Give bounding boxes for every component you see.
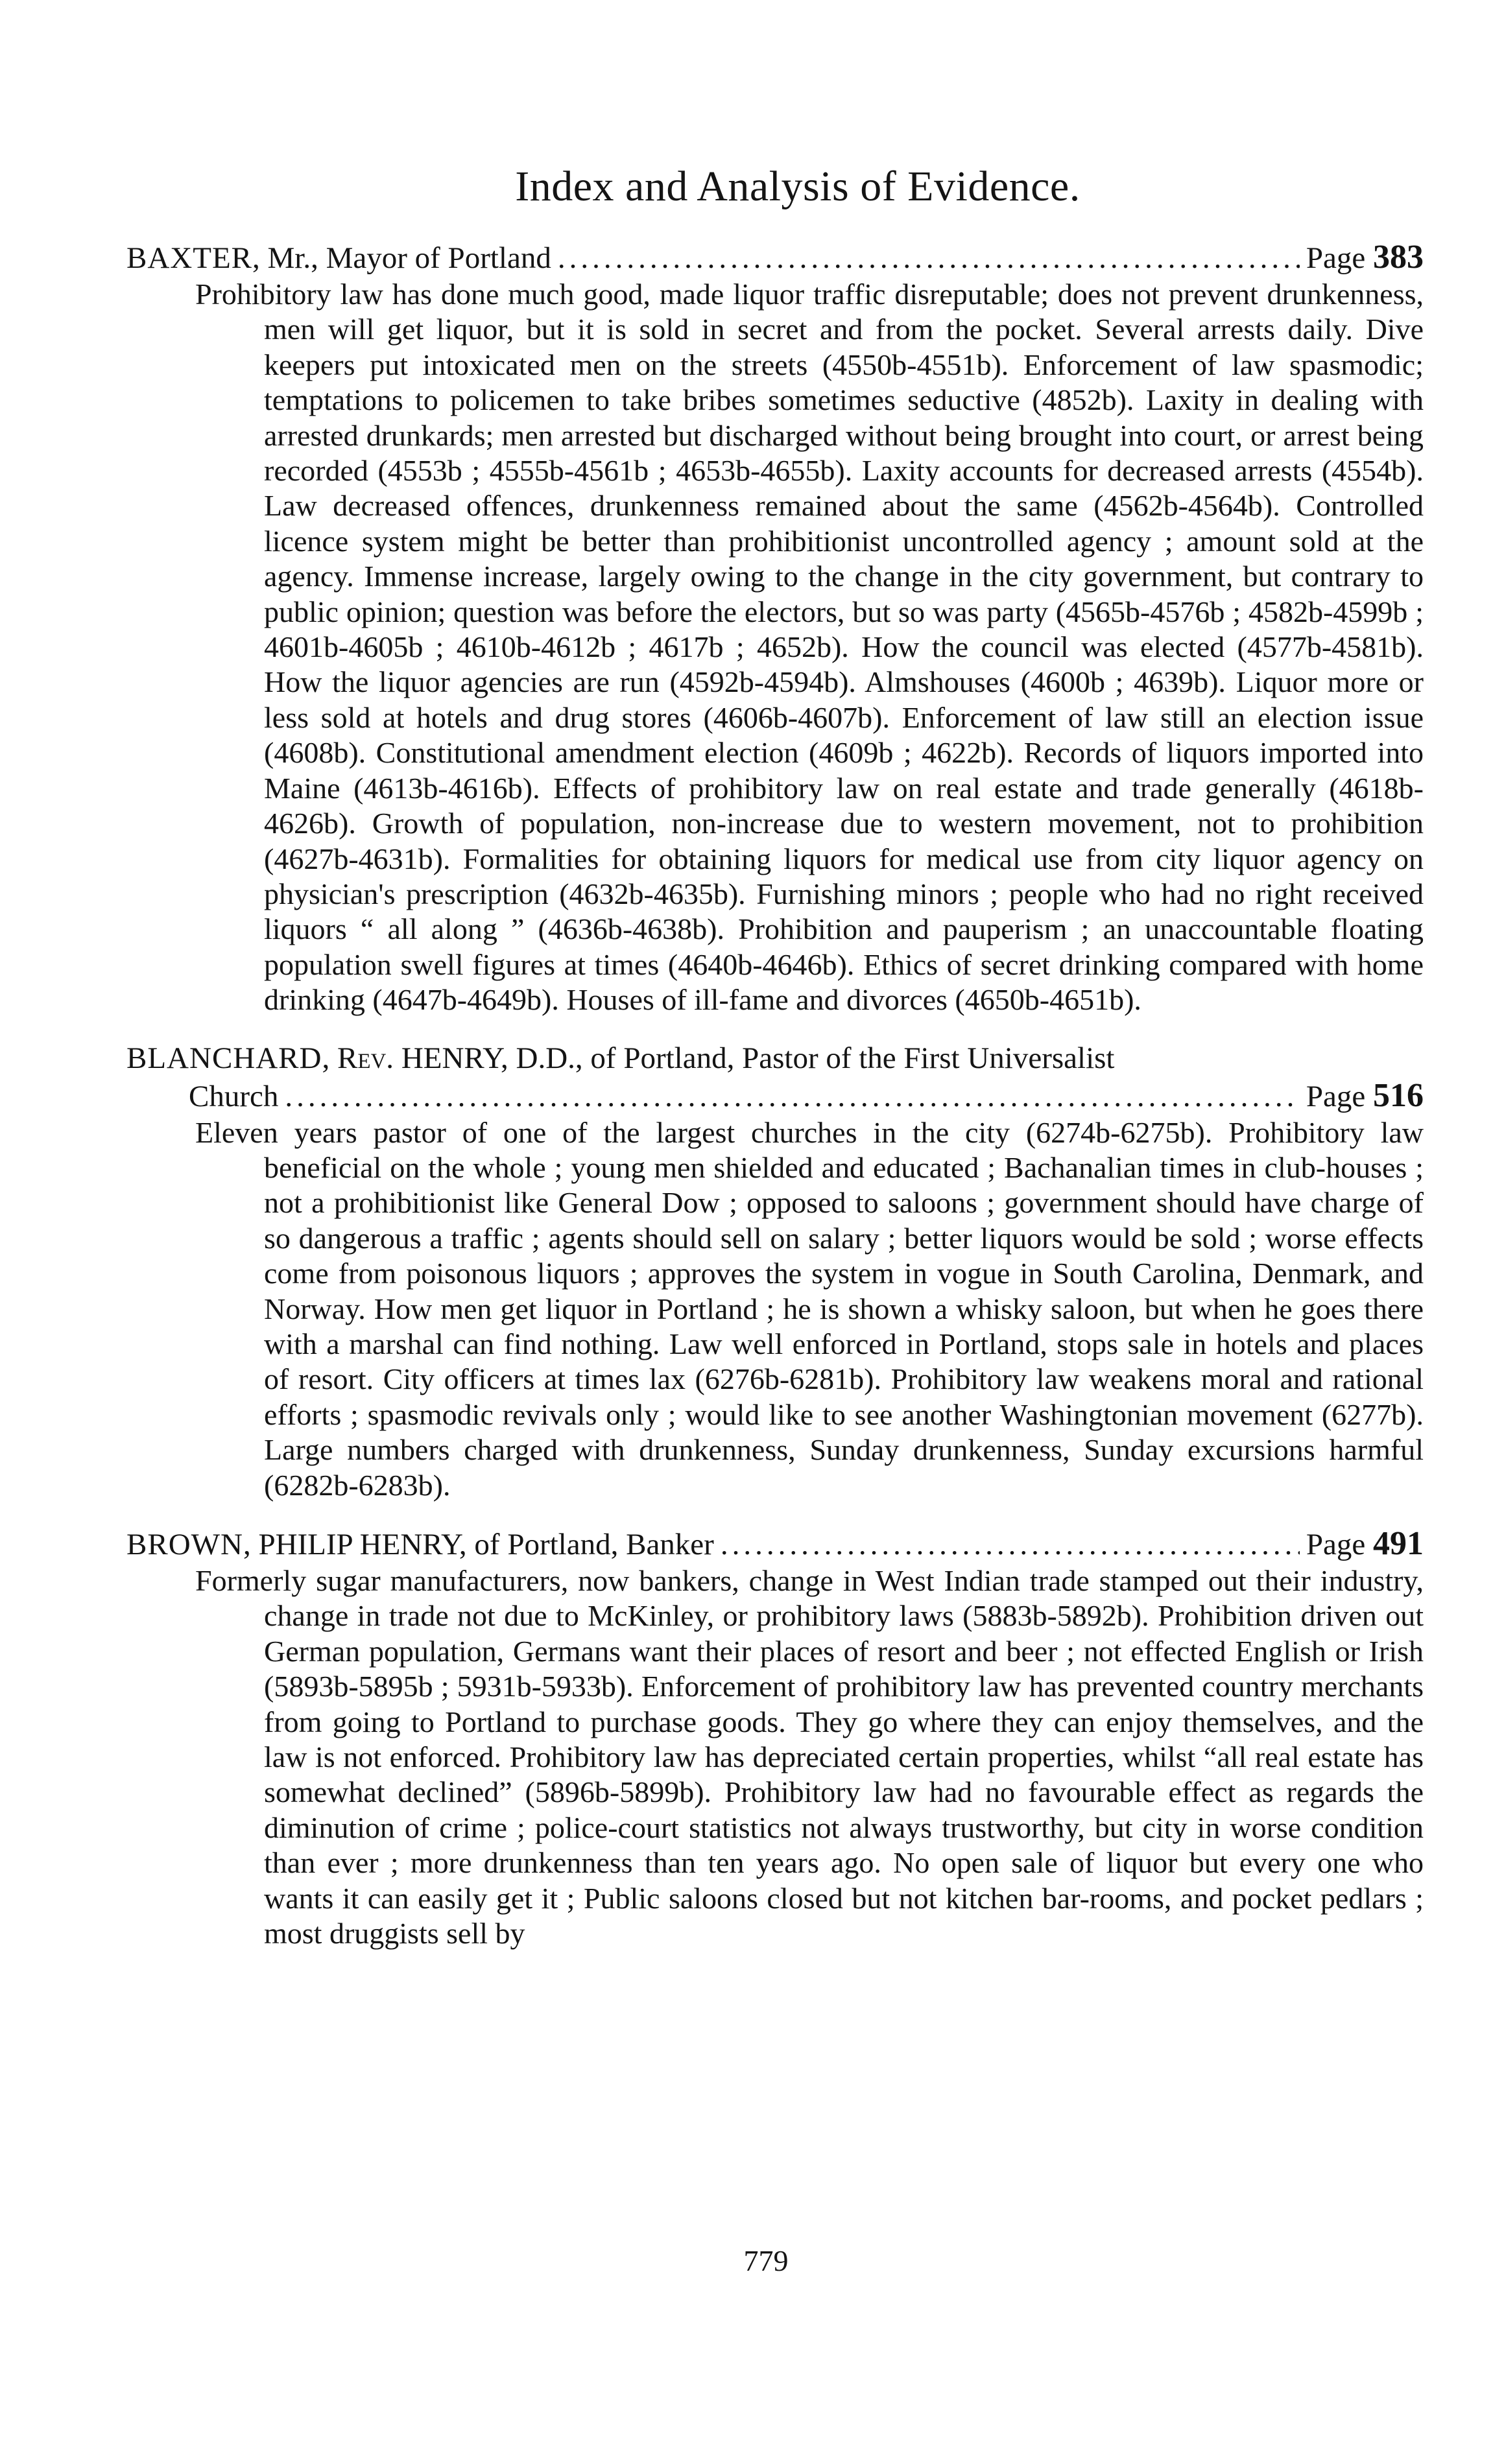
entry-description-continued: Church xyxy=(189,1079,279,1113)
index-page xyxy=(126,162,1424,2432)
entry-body: Formerly sugar manufacturers, now bankers, change in West Indian trade stamped out their industry, change in trade not due to McKinley, or prohibitory laws (5883b-5892b). Prohibition driven out German population, Germans want their places of resort and beer ; not effected English or Irish (5893b-5895b ; 5931b-5933b). Enforcement of prohibitory law has prevented country merchants from going to Portland to purchase goods. They go where they can enjoy themselves, and the law is not enforced. Prohibitory law has depreciated certain properties, whilst “all real estate has somewhat declined” (5896b-5899b). Prohibitory law had no favourable effect as regards the diminution of crime ; police-court statistics not always trustworthy, but city in worse condition than ever ; more drunkenness than ten years ago. No open sale of liquor but every one who wants it can easily get it ; Public saloons closed but not kitchen bar-rooms, and pocket pedlars ; most druggists sell by xyxy=(195,1564,1424,1950)
entry-heading xyxy=(126,1525,1424,1563)
dot-leader xyxy=(285,1078,1300,1115)
dot-leader xyxy=(721,1526,1300,1563)
page-label: Page xyxy=(1306,1528,1366,1561)
index-entry-blanchard xyxy=(126,1040,1424,1503)
entry-name: BLANCHARD xyxy=(126,1041,322,1075)
entry-body: Eleven years pastor of one of the largest churches in the city (6274b-6275b). Prohibitory law beneficial on the whole ; young men shielded and educated ; Bachanalian times in club-houses ; not a prohibitionist like General Dow ; opposed to saloons ; government should have charge of so dangerous a traffic ; agents should sell on salary ; better liquors would be sold ; worse effects come from poisonous liquors ; approves the system in vogue in South Carolina, Denmark, and Norway. How men get liquor in Portland ; he is shown a whisky saloon, but when he goes there with a marshal can find nothing. Law well enforced in Portland, stops sale in hotels and places of resort. City officers at times lax (6276b-6281b). Prohibitory law weakens moral and rational efforts ; spasmodic revivals only ; would like to see another Washingtonian movement (6277b). Large numbers charged with drunkenness, Sunday drunkenness, Sunday excursions harmful (6282b-6283b). xyxy=(195,1115,1424,1502)
entry-description: , PHILIP HENRY, of Portland, Banker xyxy=(243,1528,714,1561)
footer-page-number: 779 xyxy=(743,2244,789,2277)
page-reference xyxy=(1306,1525,1424,1563)
page-number: 516 xyxy=(1373,1076,1424,1114)
entry-title-word: Rev. xyxy=(337,1041,394,1075)
entry-description: HENRY, D.D., of Portland, Pastor of the First Universalist xyxy=(401,1041,1115,1075)
entry-name: BAXTER xyxy=(126,241,252,275)
dot-leader xyxy=(558,240,1300,277)
entry-name: BROWN xyxy=(126,1528,243,1561)
page-number: 491 xyxy=(1373,1525,1424,1562)
page-number: 383 xyxy=(1373,239,1424,276)
entry-description: , Mr., Mayor of Portland xyxy=(252,241,551,275)
page-reference xyxy=(1306,239,1424,277)
page-reference xyxy=(1306,1077,1424,1115)
entry-heading: BLANCHARD, Rev. HENRY, D.D., of Portland, Pastor of the First Universalist Church ..... Page 516 xyxy=(126,1040,1424,1115)
page-label: Page xyxy=(1306,241,1366,275)
page-label: Page xyxy=(1306,1079,1366,1113)
entry-body: Prohibitory law has done much good, made liquor traffic disreputable; does not prevent drunkenness, men will get liquor, but it is sold in secret and from the pocket. Several arrests daily. Dive keepers put intoxicated men on the streets (4550b-4551b). Enforcement of law spasmodic; temptations to policemen to take bribes sometimes seductive (4852b). Laxity in dealing with arrested drunkards; men arrested but discharged without being brought into court, or arrest being recorded (4553b ; 4555b-4561b ; 4653b-4655b). Laxity accounts for decreased arrests (4554b). Law decreased offences, drunkenness remained about the same (4562b-4564b). Controlled licence system might be better than prohibitionist uncontrolled agency ; amount sold at the agency. Immense increase, largely owing to the change in the city government, but contrary to public opinion; question was before the electors, but so was party (4565b-4576b ; 4582b-4599b ; 4601b-4605b ; 4610b-4612b ; 4617b ; 4652b). How the council was elected (4577b-4581b). How the liquor agencies are run (4592b-4594b). Almshouses (4600b ; 4639b). Liquor more or less sold at hotels and drug stores (4606b-4607b). Enforcement of law still an election issue (4608b). Constitutional amendment election (4609b ; 4622b). Records of liquors imported into Maine (4613b-4616b). Effects of prohibitory law on real estate and trade generally (4618b-4626b). Growth of population, non-increase due to western movement, not to prohibition (4627b-4631b). Formalities for obtaining liquors for medical use from city liquor agency on physician's prescription (4632b-4635b). Furnishing minors ; people who had no right received liquors “ all along ” (4636b-4638b). Prohibition and pauperism ; an unaccountable floating population swell figures at times (4640b-4646b). Ethics of secret drinking compared with home drinking (4647b-4649b). Houses of ill-fame and divorces (4650b-4651b). xyxy=(195,278,1424,1017)
page-title: Index and Analysis of Evidence. xyxy=(515,163,1081,210)
index-entry-baxter xyxy=(126,239,1424,1018)
index-entry-brown xyxy=(126,1525,1424,1951)
entry-heading xyxy=(126,239,1424,277)
